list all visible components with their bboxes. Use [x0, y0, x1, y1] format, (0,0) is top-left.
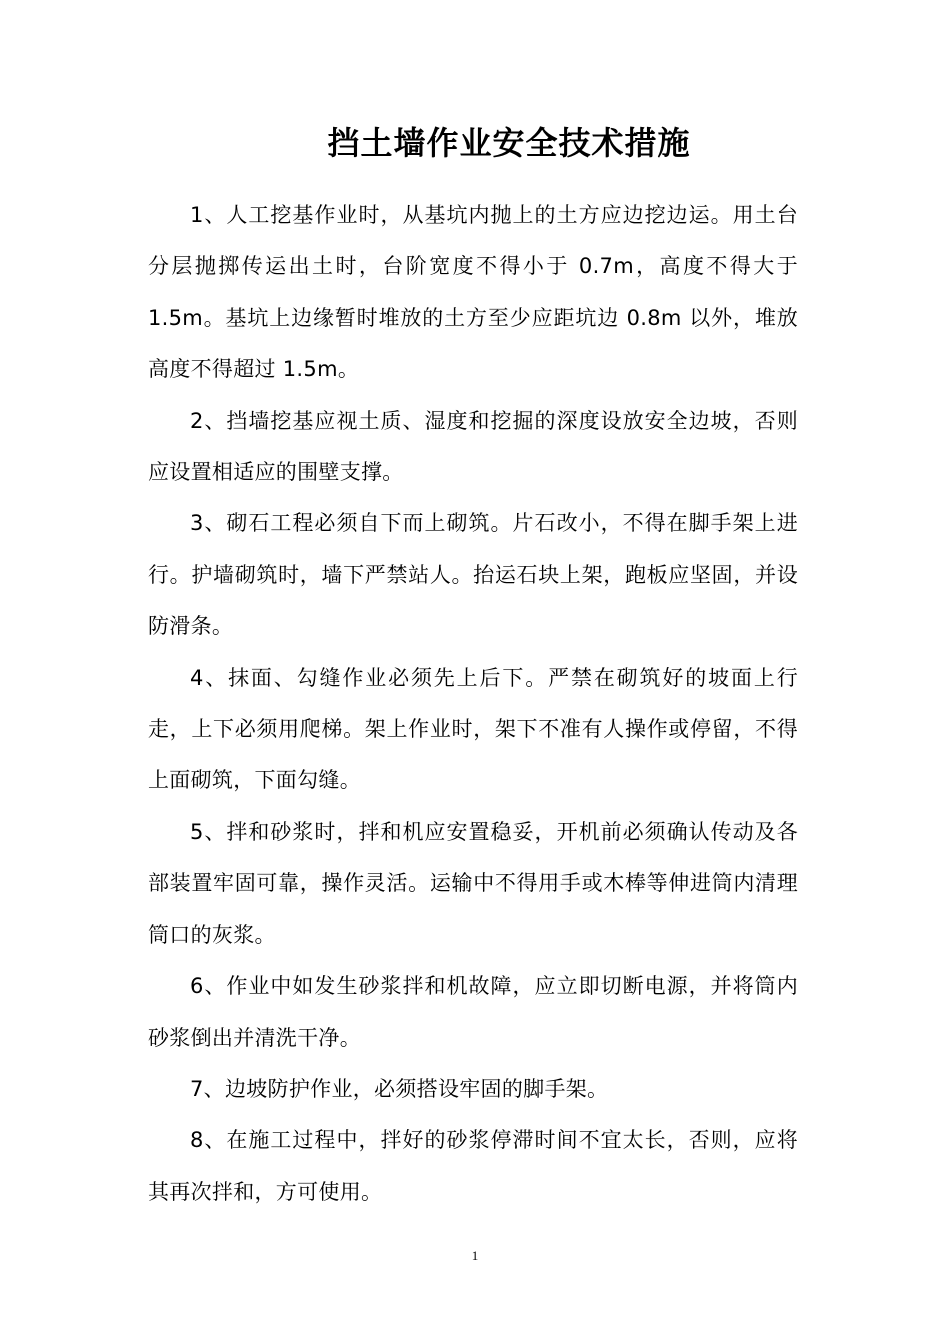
paragraph-1: 1、人工挖基作业时，从基坑内抛上的土方应边挖边运。用土台分层抛掷传运出土时，台阶宽度不得小于 0.7m，高度不得大于 1.5m。基坑上边缘暂时堆放的土方至少应距坑边 0.8m 以外，堆放高度不得超过 1.5m。 — [148, 203, 798, 382]
paragraph-2: 2、挡墙挖基应视土质、湿度和挖掘的深度设放安全边坡，否则应设置相适应的围壁支撑。 — [148, 408, 798, 485]
paragraph-7: 7、边坡防护作业，必须搭设牢固的脚手架。 — [190, 1076, 609, 1101]
paragraph-5: 5、拌和砂浆时，拌和机应安置稳妥，开机前必须确认传动及各部装置牢固可靠，操作灵活。运输中不得用手或木棒等伸进筒内清理筒口的灰浆。 — [148, 819, 798, 947]
page-number: 1 — [471, 1248, 479, 1263]
document-body — [148, 190, 798, 1218]
paragraph-8: 8、在施工过程中，拌好的砂浆停滞时间不宜太长，否则，应将其再次拌和，方可使用。 — [148, 1128, 798, 1204]
document-title: 挡土墙作业安全技术措施 — [327, 124, 691, 162]
paragraph-6: 6、作业中如发生砂浆拌和机故障，应立即切断电源，并将筒内砂浆倒出并清洗干净。 — [148, 974, 798, 1050]
paragraph-4: 4、抹面、勾缝作业必须先上后下。严禁在砌筑好的坡面上行走，上下必须用爬梯。架上作业时，架下不准有人操作或停留，不得上面砌筑，下面勾缝。 — [148, 665, 798, 793]
paragraph-3: 3、砌石工程必须自下而上砌筑。片石改小，不得在脚手架上进行。护墙砌筑时，墙下严禁站人。抬运石块上架，跑板应坚固，并设防滑条。 — [148, 511, 798, 639]
